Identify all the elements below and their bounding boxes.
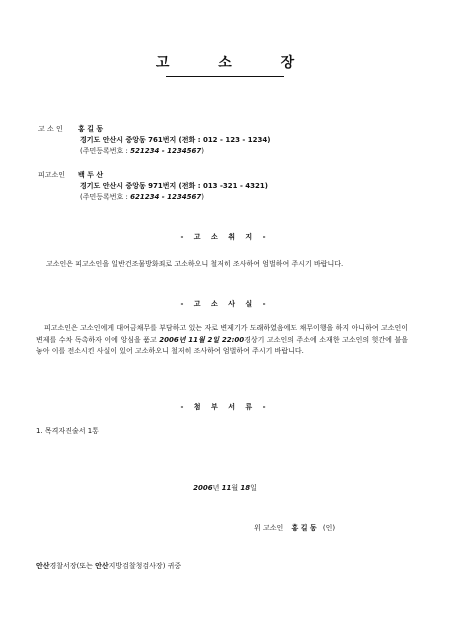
accused-address: 경기도 안산시 중앙동 971번지: [80, 182, 177, 190]
accused-phone: (전화 : 013 -321 - 4321): [178, 182, 268, 190]
attachment-item: 1. 목격자진술서 1통: [36, 427, 99, 435]
complainant-phone: (전화 : 012 - 123 - 1234): [178, 136, 271, 144]
accused-name: 백 두 산: [78, 171, 104, 179]
signature-label: 위 고소인: [254, 524, 284, 532]
facts-date: 2006년 11월 2일 22:00: [159, 335, 245, 344]
date-year-unit: 년: [212, 484, 222, 492]
recipient-text-2: 지방검찰청검사장) 귀중: [108, 562, 182, 570]
attachments-heading: - 첨 부 서 류 -: [180, 403, 270, 411]
accused-label: 피고소인: [38, 171, 66, 179]
facts-text-1: 피고소인은 고소인에게 대여금채무를 부담하고 있는 자로 변제기가 도래하였음에도 채무이행을 하지 아니하여 고소인이 변제를 수차 독촉하자 이에 앙심을 품고: [36, 324, 408, 344]
complainant-rrn-label: (주민등록번호 :: [80, 147, 131, 155]
recipient-line: [36, 563, 181, 570]
purpose-text: 고소인은 피고소인을 일반건조물방화죄로 고소하오니 철저히 조사하여 엄벌하여 주시기 바랍니다.: [46, 260, 344, 268]
complainant-rrn-line: [80, 148, 204, 155]
complainant-name: 홍 길 동: [78, 125, 104, 133]
date-month-unit: 월: [231, 484, 241, 492]
document-date: [0, 485, 450, 492]
accused-rrn-label: (주민등록번호 :: [80, 193, 131, 201]
facts-paragraph: [36, 323, 408, 358]
signature-line: [254, 525, 335, 532]
document-title: 고 소 장: [155, 55, 317, 71]
date-year: 2006: [193, 484, 213, 492]
recipient-text: 경찰서장(또는: [49, 562, 96, 570]
purpose-heading: - 고 소 취 지 -: [180, 233, 270, 241]
accused-rrn-line: [80, 194, 204, 201]
recipient-station: 안산: [36, 562, 50, 570]
date-day: 18: [240, 484, 251, 492]
complainant-address: 경기도 안산시 중앙동 761번지: [80, 136, 177, 144]
signature-name: 홍 길 동: [291, 524, 317, 532]
signature-seal: (인): [322, 524, 336, 532]
recipient-office: 안산: [95, 562, 109, 570]
accused-rrn: 621234 - 1234567: [130, 193, 202, 201]
complainant-label: 고 소 인: [38, 125, 63, 133]
date-day-unit: 일: [250, 484, 257, 492]
complainant-rrn-close: ): [201, 147, 204, 155]
accused-rrn-close: ): [201, 193, 204, 201]
facts-heading: - 고 소 사 실 -: [180, 300, 270, 308]
complainant-rrn: 521234 - 1234567: [130, 147, 202, 155]
accused-address-line: [80, 183, 268, 190]
date-month: 11: [221, 484, 232, 492]
complainant-address-line: [80, 137, 270, 144]
title-underline: [166, 76, 284, 77]
facts-text-2: 경상기 고소인의 주소에 소재한 고소인의 헛간에 불을 놓아 이를 전소시킨 사실이 있어 고소하오니 철저히 조사하여 엄벌하여 주시기 바랍니다.: [36, 335, 408, 355]
